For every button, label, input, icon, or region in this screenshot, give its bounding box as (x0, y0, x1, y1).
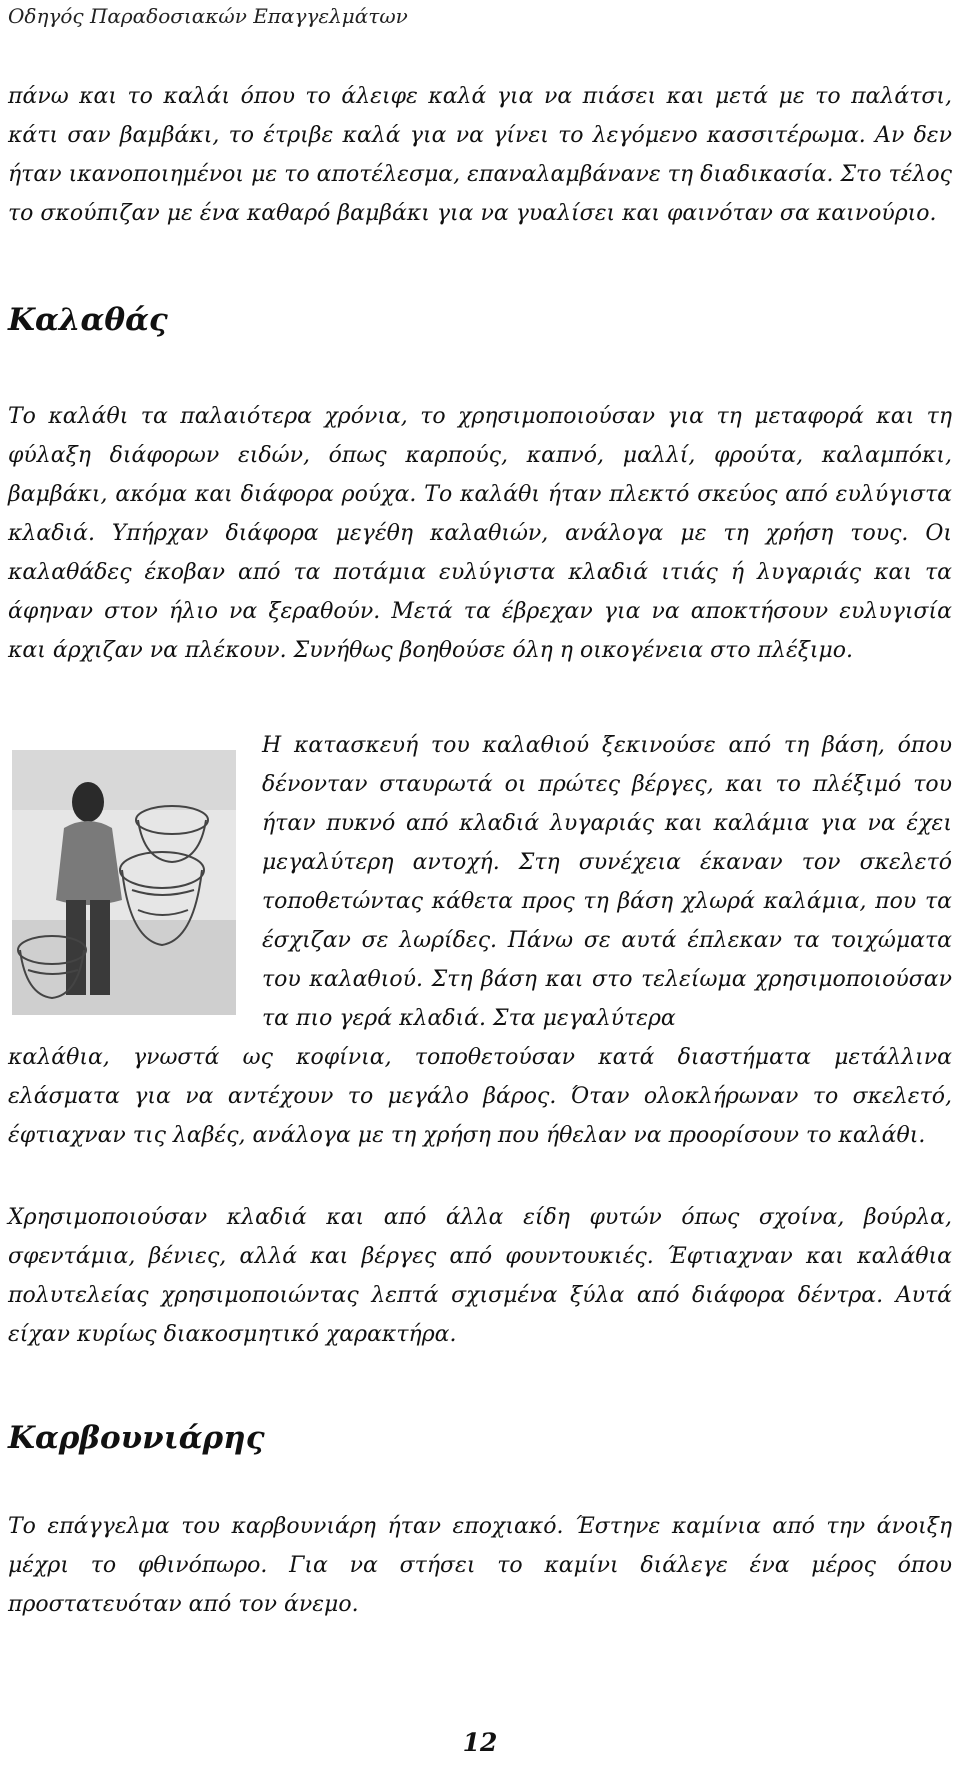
basket-maker-photo (12, 750, 236, 1015)
intro-paragraph: πάνω και το καλάι όπου το άλειφε καλά για να πιάσει και μετά με το παλάτσι, κάτι σαν βαμβάκι, το έτριβε καλά για να γίνει το λεγόμενο κασσιτέρωμα. Αν δεν ήταν ικανοποιημένοι με το αποτέλεσμα, επαναλαμβάνανε τη διαδικασία. Στο τέλος το σκούπιζαν με ένα καθαρό βαμβάκι για να γυαλίσει και φαινόταν σα καινούριο. (8, 84, 952, 226)
section-heading-karvouniaris: Καρβουνιάρης (8, 1420, 265, 1456)
page-number: 12 (462, 1728, 498, 1757)
section-heading-kalathas: Καλαθάς (8, 302, 168, 338)
kalathas-paragraph-1: Το καλάθι τα παλαιότερα χρόνια, το χρησιμοποιούσαν για τη μεταφορά και τη φύλαξη διάφορων ειδών, όπως καρπούς, καπνό, μαλλί, φρούτα, καλαμπόκι, βαμβάκι, ακόμα και διάφορα ρούχα. Το καλάθι ήταν πλεκτό σκεύος από ευλύγιστα κλαδιά. Υπήρχαν διάφορα μεγέθη καλαθιών, ανάλογα με τη χρήση τους. Οι καλαθάδες έκοβαν από τα ποτάμια ευλύγιστα κλαδιά ιτιάς ή λυγαριάς και τα άφηναν στον ήλιο να ξεραθούν. Μετά τα έβρεχαν για να αποκτήσουν ευλυγισία και άρχιζαν να πλέκουν. Συνήθως βοηθούσε όλη η οικογένεια στο πλέξιμο. (8, 404, 952, 663)
kalathas-paragraph-2-continued: καλάθια, γνωστά ως κοφίνια, τοποθετούσαν κατά διαστήματα μετάλλινα ελάσματα για να αντέχουν το μεγάλο βάρος. Όταν ολοκλήρωναν το σκελετό, έφτιαχναν τις λαβές, ανάλογα με τη χρήση που ήθελαν να προορίσουν το καλάθι. (8, 1045, 952, 1148)
kalathas-paragraph-2-wrapped: Η κατασκευή του καλαθιού ξεκινούσε από τη βάση, όπου δένονταν σταυρωτά οι πρώτες βέργες, και το πλέξιμό του ήταν πυκνό από κλαδιά λυγαριάς και καλάμια για να έχει μεγαλύτερη αντοχή. Στη συνέχεια έκαναν τον σκελετό τοποθετώντας κάθετα προς τη βάση χλωρά καλάμια, που τα έσχιζαν σε λωρίδες. Πάνω σε αυτά έπλεκαν τα τοιχώματα του καλαθιού. Στη βάση και στο τελείωμα χρησιμοποιούσαν τα πιο γερά κλαδιά. Στα μεγαλύτερα (262, 733, 952, 1031)
kalathas-paragraph-3: Χρησιμοποιούσαν κλαδιά και από άλλα είδη φυτών όπως σχοίνα, βούρλα, σφεντάμια, βένιες, αλλά και βέργες από φουντουκιές. Έφτιαχναν και καλάθια πολυτελείας χρησιμοποιώντας λεπτά σχισμένα ξύλα από διάφορα δέντρα. Αυτά είχαν κυρίως διακοσμητικό χαρακτήρα. (8, 1205, 952, 1347)
karvouniaris-paragraph-1: Το επάγγελμα του καρβουνιάρη ήταν εποχιακό. Έστηνε καμίνια από την άνοιξη μέχρι το φθινόπωρο. Για να στήσει το καμίνι διάλεγε ένα μέρος όπου προστατευόταν από τον άνεμο. (8, 1514, 952, 1617)
running-header: Οδηγός Παραδοσιακών Επαγγελμάτων (8, 4, 408, 28)
